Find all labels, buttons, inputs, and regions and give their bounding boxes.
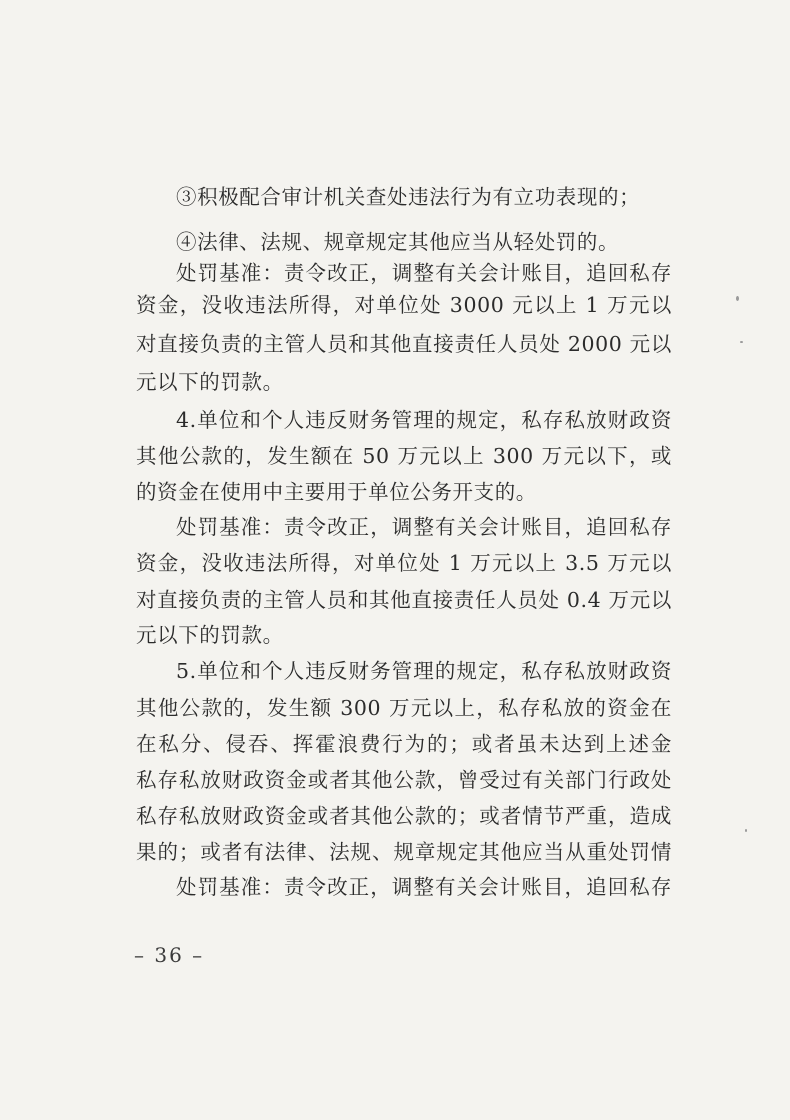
paragraph-line: 元以下的罚款。: [136, 623, 284, 647]
paragraph-line: ③积极配合审计机关查处违法行为有立功表现的；: [176, 185, 641, 209]
paragraph-line: 资金，没收违法所得，对单位处 3000 元以上 1 万元以: [136, 293, 672, 317]
paragraph-line: 私存私放财政资金或者其他公款，曾受过有关部门行政处: [136, 768, 672, 792]
paragraph-line: 对直接负责的主管人员和其他直接责任人员处 0.4 万元以: [136, 588, 672, 612]
paragraph-line: 其他公款的，发生额在 50 万元以上 300 万元以下，或: [136, 444, 672, 468]
paragraph-line: 处罚基准：责令改正，调整有关会计账目，追回私存: [176, 515, 672, 539]
paragraph-line: 的资金在使用中主要用于单位公务开支的。: [136, 480, 537, 504]
paragraph-line: 私存私放财政资金或者其他公款的；或者情节严重，造成: [136, 804, 672, 828]
scan-speck: [736, 296, 739, 301]
paragraph-line: 处罚基准：责令改正，调整有关会计账目，追回私存: [176, 261, 672, 285]
paragraph-line: 其他公款的，发生额 300 万元以上，私存私放的资金在: [136, 696, 672, 720]
scan-speck: [745, 829, 747, 832]
paragraph-line: 资金，没收违法所得，对单位处 1 万元以上 3.5 万元以: [136, 551, 672, 575]
paragraph-line: 元以下的罚款。: [136, 370, 284, 394]
page-number: – 36 –: [134, 943, 205, 967]
scan-speck: [740, 341, 743, 343]
paragraph-line: 果的；或者有法律、法规、规章规定其他应当从重处罚情: [136, 840, 672, 864]
paragraph-line: 处罚基准：责令改正，调整有关会计账目，追回私存: [176, 875, 672, 899]
paragraph-line: 对直接负责的主管人员和其他直接责任人员处 2000 元以: [136, 332, 672, 356]
paragraph-line: 4.单位和个人违反财务管理的规定，私存私放财政资: [176, 408, 672, 432]
paragraph-line: 在私分、侵吞、挥霍浪费行为的；或者虽未达到上述金: [136, 732, 672, 756]
paragraph-line: 5.单位和个人违反财务管理的规定，私存私放财政资: [176, 659, 672, 683]
paragraph-line: ④法律、法规、规章规定其他应当从轻处罚的。: [176, 230, 620, 254]
